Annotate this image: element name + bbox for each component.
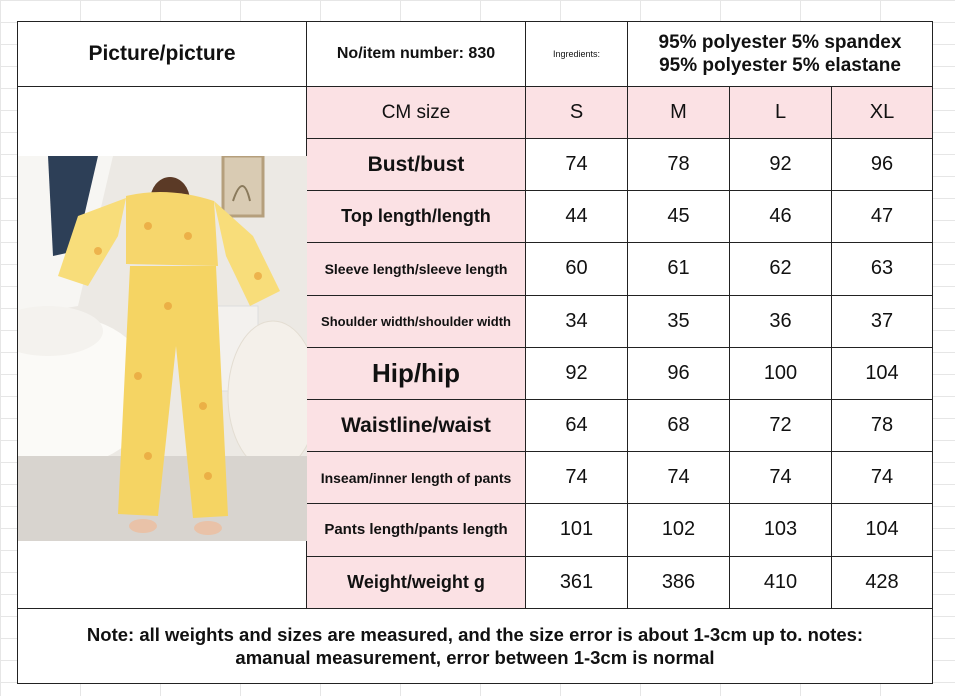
row-value: 62 bbox=[730, 243, 832, 295]
row-value: 96 bbox=[832, 139, 932, 191]
row-value: 74 bbox=[526, 452, 628, 504]
row-value: 34 bbox=[526, 296, 628, 348]
size-s: S bbox=[526, 87, 628, 139]
row-value: 410 bbox=[730, 557, 832, 609]
size-l: L bbox=[730, 87, 832, 139]
row-value: 35 bbox=[628, 296, 730, 348]
row-value: 60 bbox=[526, 243, 628, 295]
product-photo bbox=[18, 156, 307, 541]
picture-label: Picture/picture bbox=[18, 22, 307, 87]
row-label: Inseam/inner length of pants bbox=[307, 452, 526, 504]
row-value: 78 bbox=[628, 139, 730, 191]
size-chart bbox=[17, 21, 933, 684]
row-value: 100 bbox=[730, 348, 832, 400]
row-value: 44 bbox=[526, 191, 628, 243]
row-value: 46 bbox=[730, 191, 832, 243]
row-value: 92 bbox=[526, 348, 628, 400]
row-label: Sleeve length/sleeve length bbox=[307, 243, 526, 295]
composition bbox=[628, 22, 932, 87]
row-value: 64 bbox=[526, 400, 628, 452]
row-label: Waistline/waist bbox=[307, 400, 526, 452]
row-label: Pants length/pants length bbox=[307, 504, 526, 556]
row-label: Shoulder width/shoulder width bbox=[307, 296, 526, 348]
row-value: 103 bbox=[730, 504, 832, 556]
row-value: 101 bbox=[526, 504, 628, 556]
row-value: 74 bbox=[628, 452, 730, 504]
row-label: Hip/hip bbox=[307, 348, 526, 400]
row-value: 72 bbox=[730, 400, 832, 452]
composition-line-1: 95% polyester 5% spandex bbox=[658, 32, 902, 53]
size-header: CM size bbox=[307, 87, 526, 139]
row-value: 74 bbox=[730, 452, 832, 504]
row-value: 45 bbox=[628, 191, 730, 243]
measurement-note bbox=[18, 609, 932, 683]
row-label: Weight/weight g bbox=[307, 557, 526, 609]
row-value: 104 bbox=[832, 504, 932, 556]
row-value: 61 bbox=[628, 243, 730, 295]
row-value: 36 bbox=[730, 296, 832, 348]
row-value: 74 bbox=[526, 139, 628, 191]
row-value: 361 bbox=[526, 557, 628, 609]
row-value: 92 bbox=[730, 139, 832, 191]
note-line-2: amanual measurement, error between 1-3cm is normal bbox=[235, 647, 715, 668]
row-value: 104 bbox=[832, 348, 932, 400]
row-value: 102 bbox=[628, 504, 730, 556]
row-label: Top length/length bbox=[307, 191, 526, 243]
row-value: 428 bbox=[832, 557, 932, 609]
row-value: 386 bbox=[628, 557, 730, 609]
size-xl: XL bbox=[832, 87, 932, 139]
row-value: 68 bbox=[628, 400, 730, 452]
row-value: 96 bbox=[628, 348, 730, 400]
model-pajama-illustration bbox=[18, 156, 307, 541]
ingredients-label: Ingredients: bbox=[526, 22, 628, 87]
size-m: M bbox=[628, 87, 730, 139]
row-value: 78 bbox=[832, 400, 932, 452]
row-value: 74 bbox=[832, 452, 932, 504]
row-value: 37 bbox=[832, 296, 932, 348]
item-number: No/item number: 830 bbox=[307, 22, 526, 87]
composition-line-2: 95% polyester 5% elastane bbox=[659, 55, 901, 76]
note-line-1: Note: all weights and sizes are measured, and the size error is about 1-3cm up to. notes: bbox=[86, 624, 864, 645]
row-value: 63 bbox=[832, 243, 932, 295]
row-value: 47 bbox=[832, 191, 932, 243]
row-label: Bust/bust bbox=[307, 139, 526, 191]
